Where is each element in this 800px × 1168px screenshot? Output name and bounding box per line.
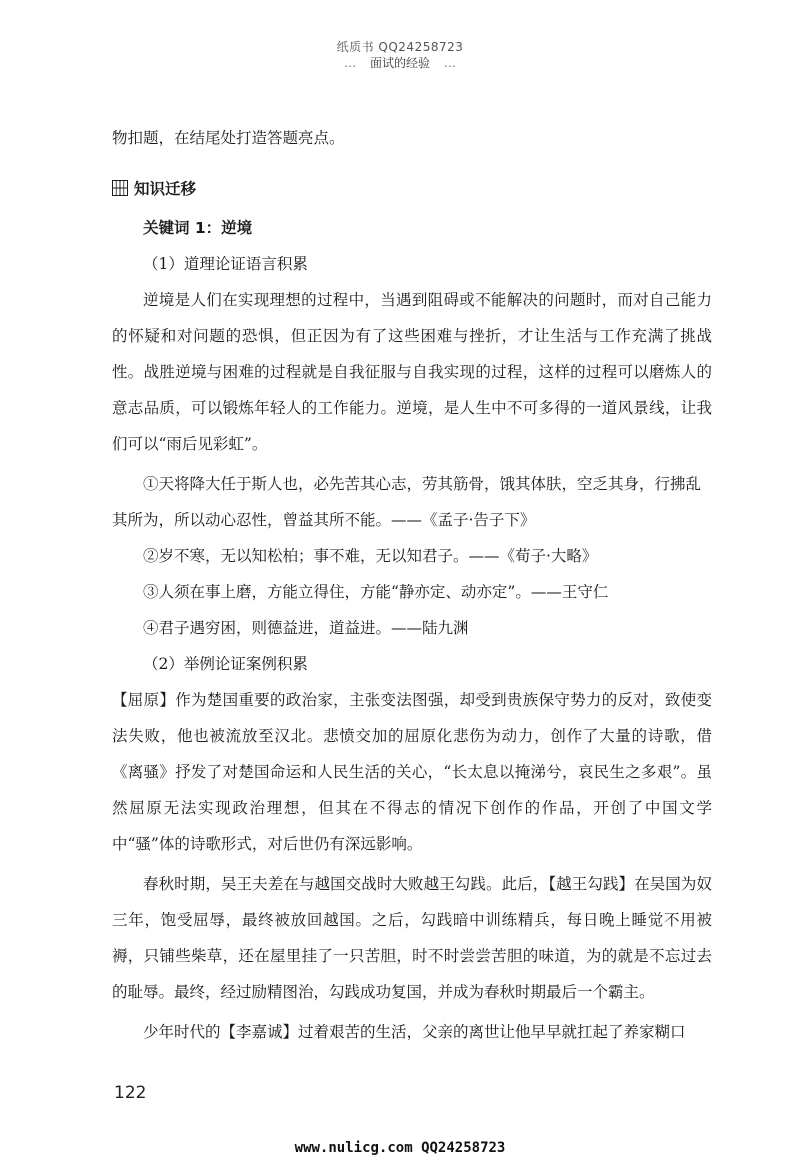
keyword-heading: 关键词 1：逆境 bbox=[143, 219, 253, 237]
adversity-paragraph: 逆境是人们在实现理想的过程中，当遇到阻碍或不能解决的问题时，而对自己能力的怀疑和对问题的恐惧，但正因为有了这些困难与挫折，才让生活与工作充满了挑战性。战胜逆境与困难的过程就是自我征服与自我实现的过程，这样的过程可以磨炼人的意志品质，可以锻炼年轻人的工作能力。逆境，是人生中不可多得的一道风景线，让我们可以“雨后见彩虹”。 bbox=[112, 291, 712, 453]
qu-yuan-paragraph: 【屈原】作为楚国重要的政治家，主张变法图强，却受到贵族保守势力的反对，致使变法失败，他也被流放至汉北。悲愤交加的屈原化悲伤为动力，创作了大量的诗歌，借《离骚》抒发了对楚国命运和人民生活的关心，“长太息以掩涕兮，哀民生之多艰”。虽然屈原无法实现政治理想，但其在不得志的情况下创作的作品，开创了中国文学中“骚”体的诗歌形式，对后世仍有深远影响。 bbox=[112, 691, 712, 853]
quote-item: ②岁不寒，无以知松柏；事不难，无以知君子。——《荀子·大略》 bbox=[143, 547, 598, 565]
goujian-paragraph: 春秋时期，吴王夫差在与越国交战时大败越王勾践。此后，【越王勾践】在吴国为奴三年，饱受屈辱，最终被放回越国。之后，勾践暗中训练精兵，每日晚上睡觉不用被褥，只铺些柴草，还在屋里挂了一只苦胆，时不时尝尝苦胆的味道，为的就是不忘过去的耻辱。最终，经过励精图治，勾践成功复国，并成为春秋时期最后一个霸主。 bbox=[112, 875, 712, 1001]
quote-item: ④君子遇穷困，则德益进，道益进。——陆九渊 bbox=[143, 619, 469, 637]
page-content bbox=[112, 120, 712, 1050]
top-watermark: 纸质书 QQ24258723 bbox=[336, 40, 464, 54]
subheading-argument-language: （1）道理论证语言积累 bbox=[143, 255, 308, 273]
section-title: 知识迁移 bbox=[134, 180, 197, 198]
quote-item: ③人须在事上磨，方能立得住，方能“静亦定、动亦定”。——王守仁 bbox=[143, 583, 609, 601]
li-ka-shing-paragraph: 少年时代的【李嘉诚】过着艰苦的生活，父亲的离世让他早早就扛起了养家糊口 bbox=[143, 1023, 686, 1041]
header-dots-right: … bbox=[443, 56, 456, 70]
intro-tail-paragraph: 物扣题，在结尾处打造答题亮点。 bbox=[112, 129, 345, 147]
bottom-watermark: www.nulicg.com QQ24258723 bbox=[294, 1140, 506, 1156]
quote-item: ①天将降大任于斯人也，必先苦其心志，劳其筋骨，饿其体肤，空乏其身，行拂乱其所为，所以动心忍性，曾益其所不能。——《孟子·告子下》 bbox=[112, 475, 702, 529]
running-title: 面试的经验 bbox=[369, 56, 430, 70]
running-header bbox=[0, 54, 800, 71]
subheading-example-cases: （2）举例论证案例积累 bbox=[143, 655, 308, 673]
header-dots-left: … bbox=[344, 56, 357, 70]
section-grid-icon bbox=[112, 180, 128, 196]
page-number: 122 bbox=[114, 1083, 147, 1103]
section-heading bbox=[112, 170, 712, 206]
